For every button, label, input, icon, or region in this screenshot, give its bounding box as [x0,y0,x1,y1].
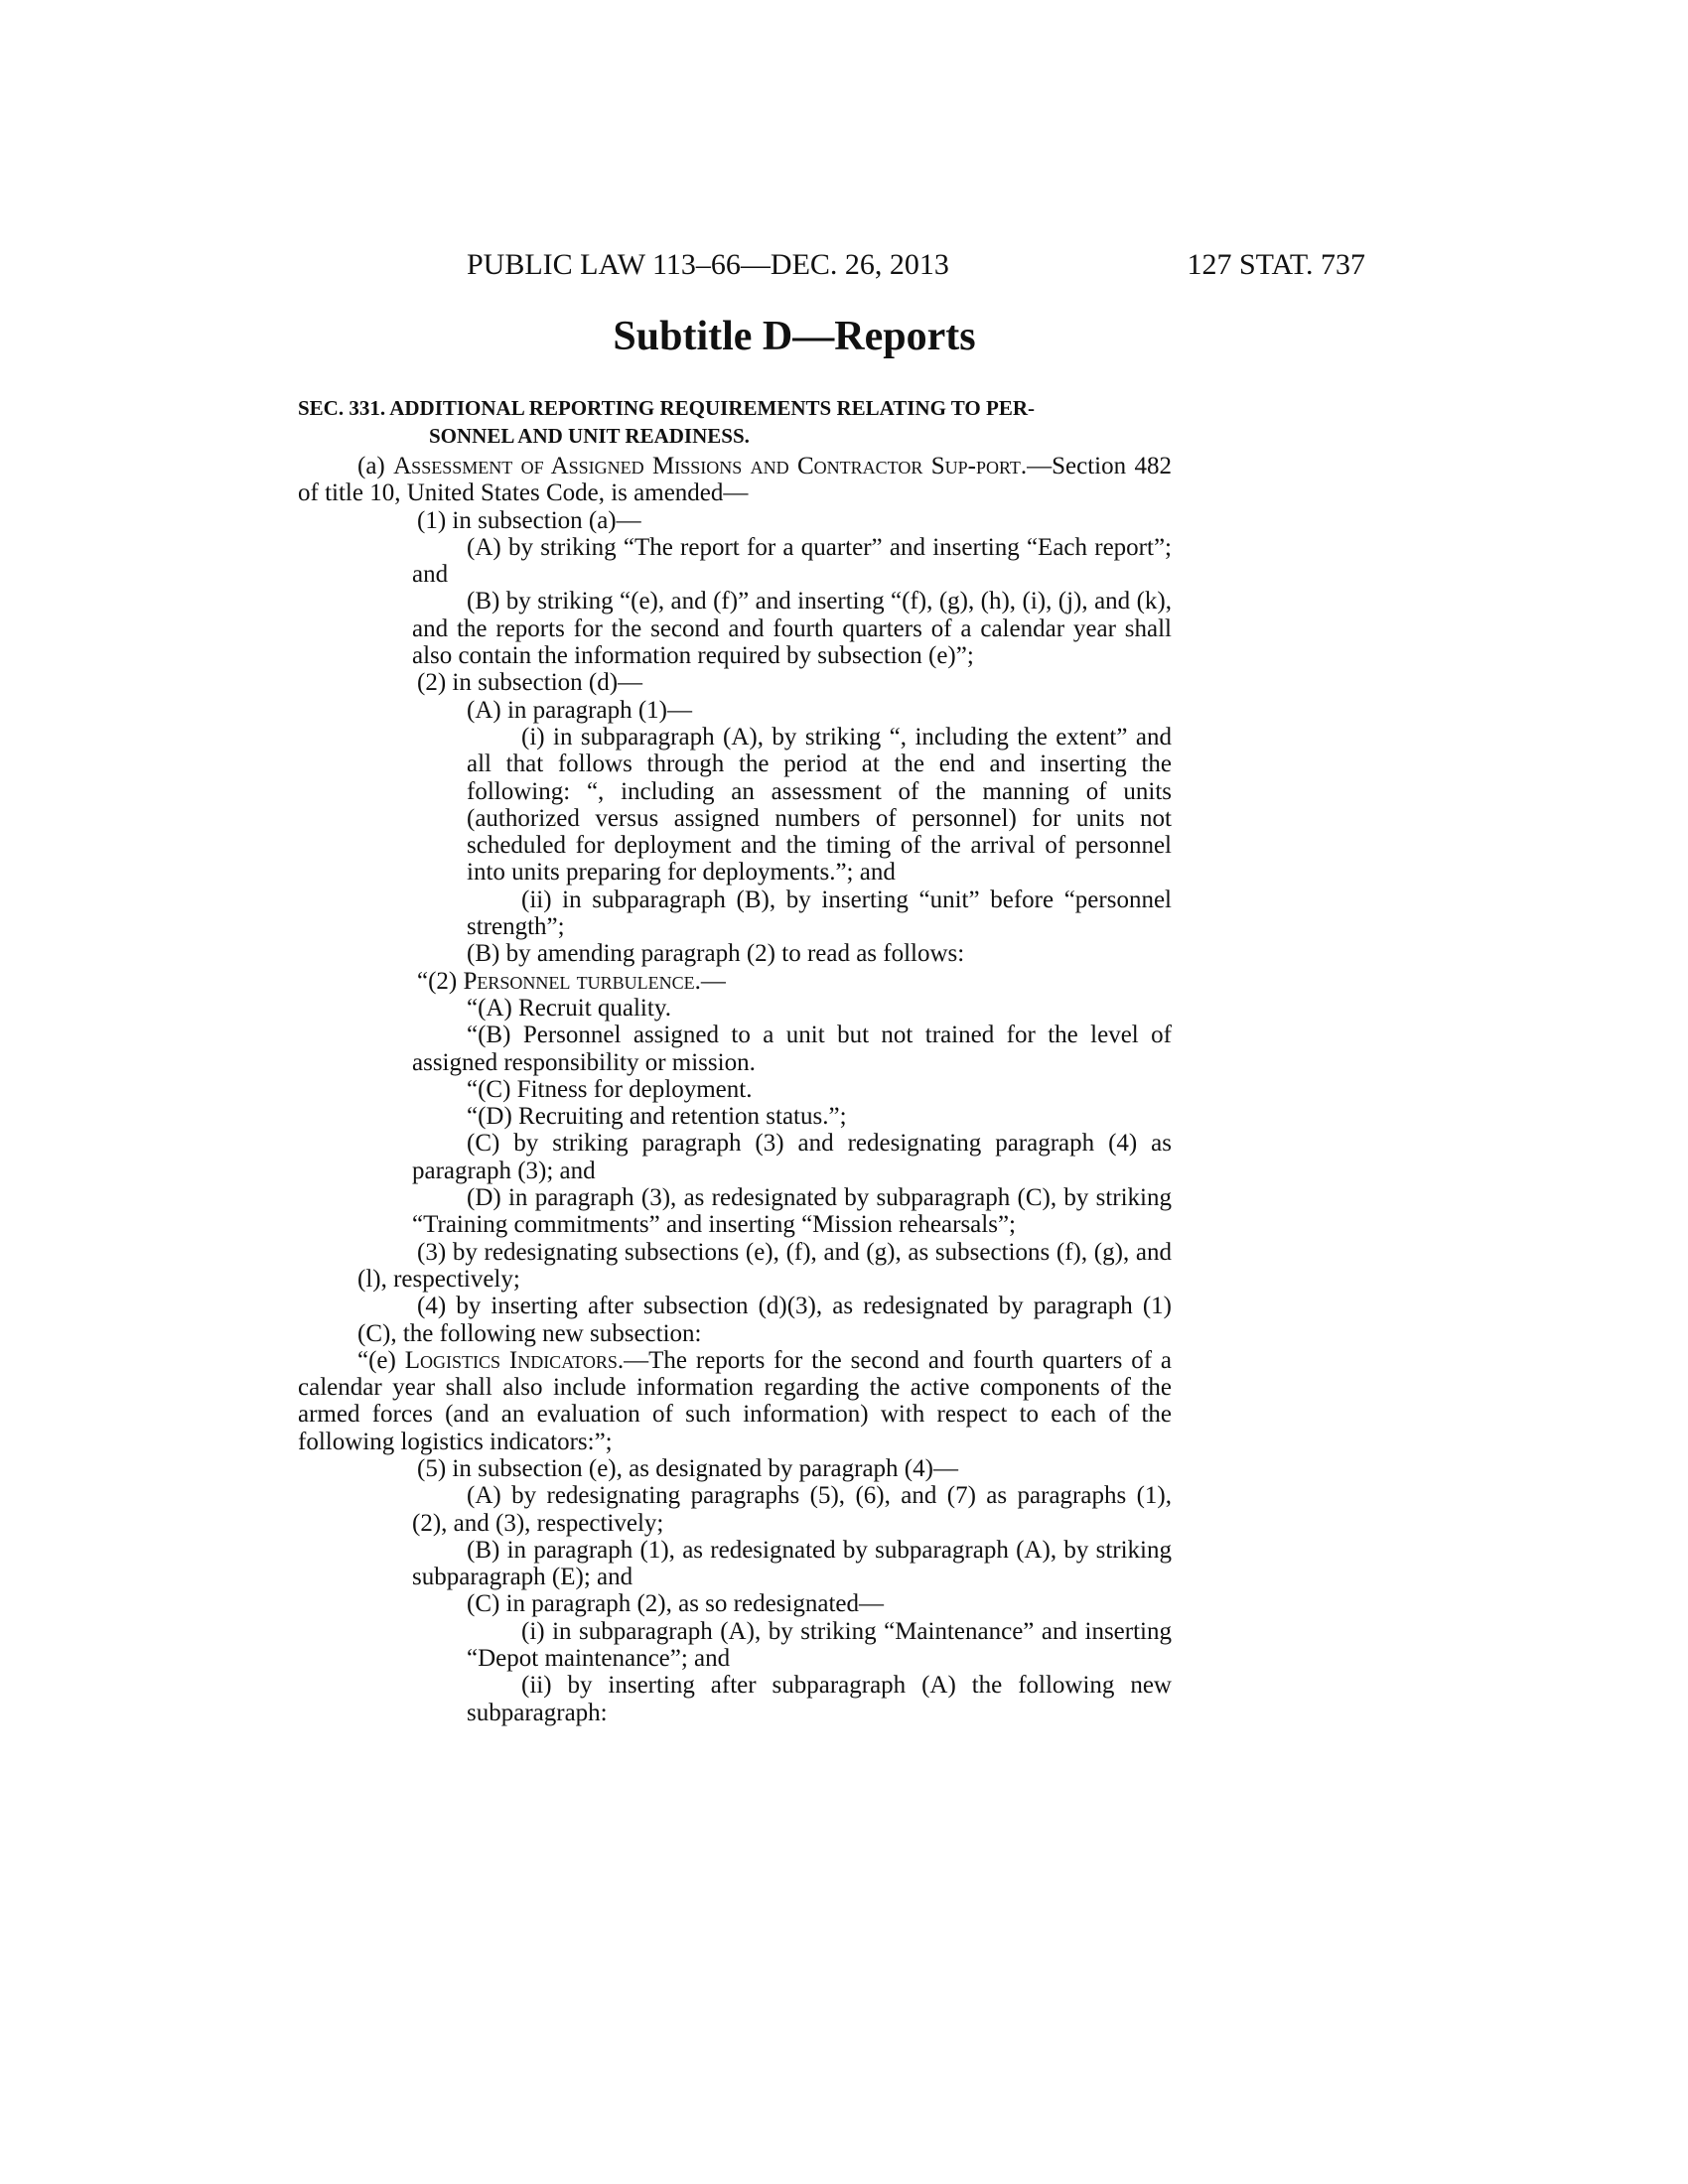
page-header [467,248,1365,288]
public-law-citation: PUBLIC LAW 113–66—DEC. 26, 2013 [467,248,949,281]
paragraph-5Ci: (i) in subparagraph (A), by striking “Maintenance” and inserting “Depot maintenance”; and [467,1617,1172,1673]
paragraph-2C: (C) by striking paragraph (3) and redesignating paragraph (4) as paragraph (3); and [412,1130,1172,1184]
paragraph-2D: (D) in paragraph (3), as redesignated by subparagraph (C), by striking “Training commitments” and inserting “Mission rehearsals”; [412,1184,1172,1239]
paragraph-5C: (C) in paragraph (2), as so redesignated— [467,1590,884,1618]
quoted-2D: “(D) Recruiting and retention status.”; [467,1103,847,1131]
quoted-paragraph-2-label: “(2) [417,967,458,995]
subtitle-heading: Subtitle D—Reports [613,314,976,359]
stat-page-number: 127 STAT. 737 [1187,248,1365,281]
paragraph-5: (5) in subsection (e), as designated by paragraph (4)— [417,1454,958,1482]
quoted-paragraph-2-dash: .— [694,967,726,995]
quoted-paragraph-2-caption: Personnel turbulence [463,967,695,995]
paragraph-3: (3) by redesignating subsections (e), (f), and (g), as subsections (f), (g), and (l), respectively; [357,1238,1172,1293]
section-body [298,453,1172,1726]
quoted-paragraph-2 [298,968,1172,995]
paragraph-2A: (A) in paragraph (1)— [467,696,692,724]
quoted-2A: “(A) Recruit quality. [467,994,671,1022]
paragraph-1B: (B) by striking “(e), and (f)” and inserting “(f), (g), (h), (i), (j), and (k), and the reports for the second and fourth quarters of a calendar year shall also contain the information required by subsection (e)”; [412,588,1172,670]
section-heading [298,394,1192,450]
paragraph-1: (1) in subsection (a)— [417,506,641,534]
subsection-a [298,453,1172,507]
quoted-2B: “(B) Personnel assigned to a unit but not trained for the level of assigned responsibility or mission. [412,1022,1172,1076]
quoted-subsection-e-label: “(e) [357,1346,396,1374]
quoted-subsection-e [298,1347,1172,1455]
subsection-a-label: (a) [357,453,385,479]
paragraph-1A: (A) by striking “The report for a quarter” and inserting “Each report”; and [412,533,1172,589]
paragraph-5Cii: (ii) by inserting after subparagraph (A) the following new subparagraph: [467,1672,1172,1726]
section-heading-line2: SONNEL AND UNIT READINESS. [429,424,750,448]
paragraph-5A: (A) by redesignating paragraphs (5), (6), and (7) as paragraphs (1), (2), and (3), respectively; [412,1482,1172,1537]
paragraph-2Ai: (i) in subparagraph (A), by striking “, including the extent” and all that follows through the period at the end and inserting the following: “, including an assessment of the manning of units (authorized versus assigned numbers of personnel) for units not scheduled for deployment and the timing of the arrival of personnel into units preparing for deployments.”; and [467,723,1172,887]
subsection-a-text: .—Section 482 of title 10, United States Code, is amended— [298,453,1172,507]
section-heading-line1: SEC. 331. ADDITIONAL REPORTING REQUIREMENTS RELATING TO PER- [298,396,1035,420]
paragraph-2B: (B) by amending paragraph (2) to read as follows: [467,940,965,968]
quoted-subsection-e-caption: Logistics Indicators [404,1346,618,1374]
paragraph-5B: (B) in paragraph (1), as redesignated by subparagraph (A), by striking subparagraph (E); and [412,1536,1172,1591]
quoted-2C: “(C) Fitness for deployment. [467,1075,753,1103]
subsection-a-caption: Assessment of Assigned Missions and Contractor Sup-port [393,453,1021,479]
quoted-subsection-e-text: .—The reports for the second and fourth quarters of a calendar year shall also include information regarding the active components of the armed forces (and an evaluation of such information) with respect to each of the following logistics indicators:”; [298,1346,1172,1455]
paragraph-2Aii: (ii) in subparagraph (B), by inserting “unit” before “personnel strength”; [467,886,1172,941]
paragraph-2: (2) in subsection (d)— [417,669,643,697]
paragraph-4: (4) by inserting after subsection (d)(3), as redesignated by paragraph (1)(C), the following new subsection: [357,1293,1172,1347]
